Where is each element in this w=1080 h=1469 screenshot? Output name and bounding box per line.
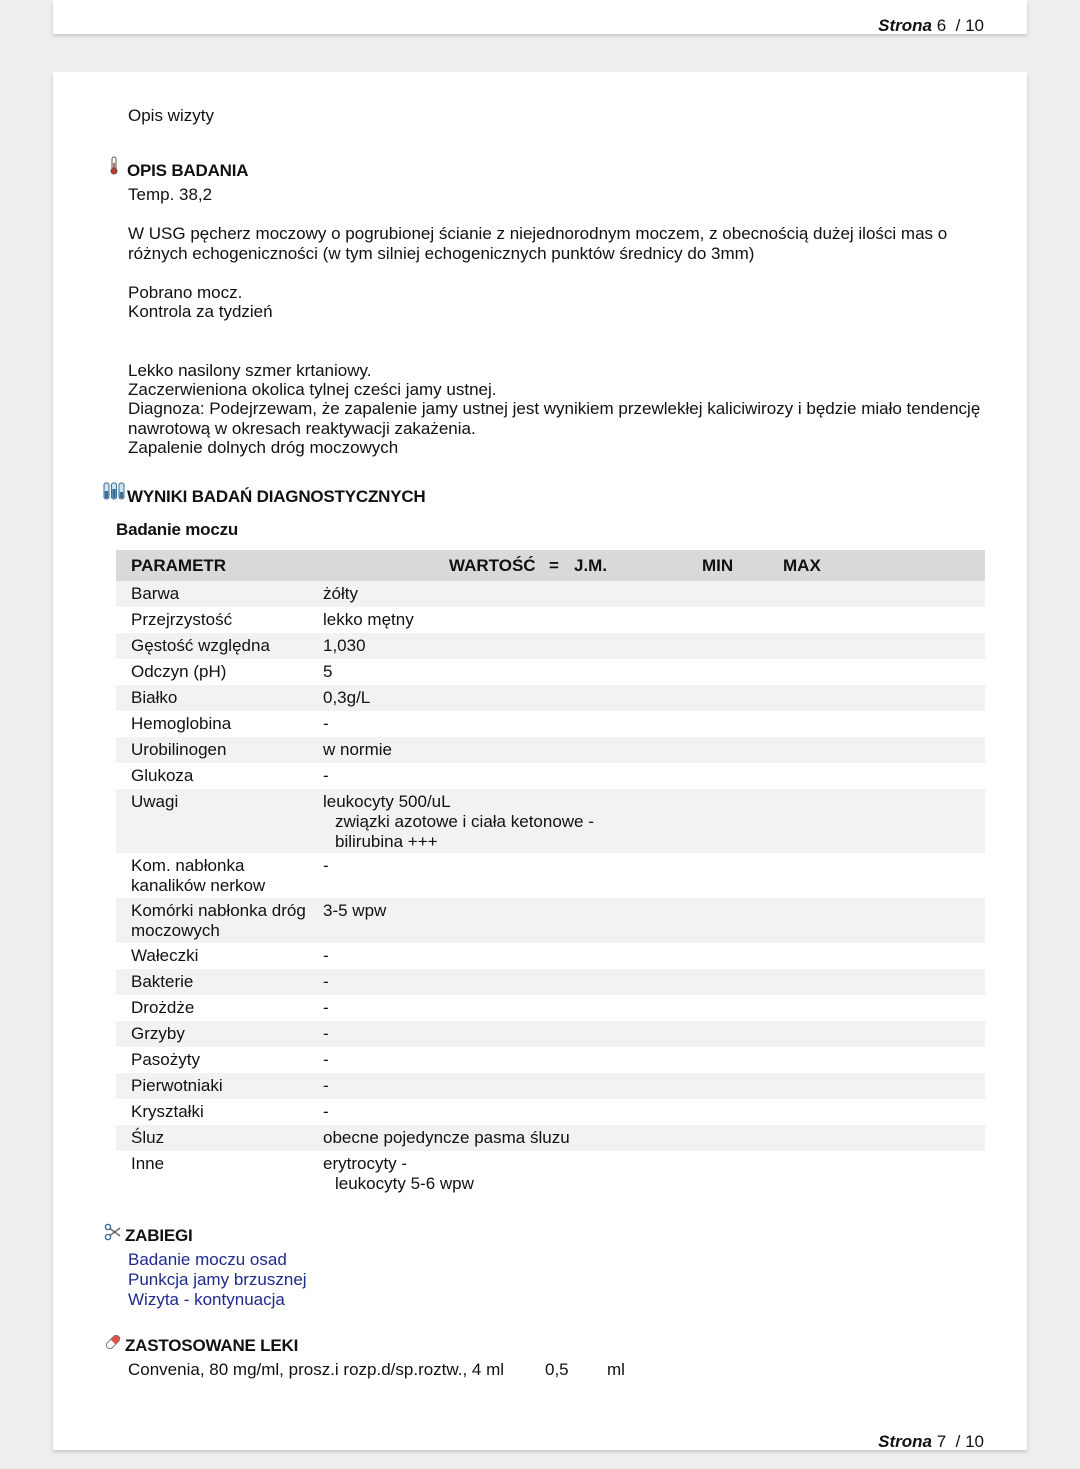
table-row: Glukoza - (131, 766, 329, 785)
exam-line: Temp. 38,2 (128, 185, 213, 204)
col-equals: = (549, 556, 559, 575)
procedure-item: Badanie moczu osad (128, 1250, 287, 1269)
table-row: Komórki nabłonka dróg moczowych 3-5 wpw (116, 898, 985, 943)
table-row: Pierwotniaki - (116, 1073, 985, 1099)
col-min: MIN (702, 556, 734, 575)
table-row: Uwagi leukocyty 500/uL związki azotowe i ciała ketonowe - bilirubina +++ (116, 789, 985, 853)
table-row: Grzyby - (116, 1021, 985, 1047)
drug-quantity: 0,5 (545, 1360, 569, 1379)
table-row: Kryształki - (131, 1102, 329, 1121)
page-number-top: Strona 6 / 10 (878, 16, 984, 35)
results-table (116, 550, 985, 1197)
visit-description-label: Opis wizyty (128, 106, 214, 125)
col-unit: J.M. (574, 556, 608, 575)
table-row: Barwa żółty (116, 581, 985, 607)
table-row: Wałeczki - (131, 946, 329, 965)
drug-name: Convenia, 80 mg/ml, prosz.i rozp.d/sp.roztw., 4 ml (128, 1360, 505, 1379)
page-number-bottom: Strona 7 / 10 (878, 1432, 984, 1451)
scissors-icon (104, 1223, 122, 1241)
table-row: Inne erytrocyty - leukocyty 5-6 wpw (131, 1154, 474, 1193)
table-row: Kom. nabłonka kanalików nerkow - (131, 856, 329, 895)
pill-icon (104, 1333, 122, 1351)
table-row: Pasożyty - (131, 1050, 329, 1069)
procedure-item: Punkcja jamy brzusznej (128, 1270, 307, 1289)
previous-page (53, 0, 1027, 34)
col-parameter: PARAMETR (116, 550, 323, 581)
col-max: MAX (783, 556, 821, 575)
exam-section-title: OPIS BADANIA (127, 161, 249, 180)
diagnostics-section-title: WYNIKI BADAŃ DIAGNOSTYCZNYCH (127, 487, 426, 506)
test-tubes-icon (103, 481, 125, 501)
table-header (116, 550, 985, 581)
exam-line: Kontrola za tydzień (128, 302, 273, 321)
drugs-section-title: ZASTOSOWANE LEKI (125, 1336, 299, 1355)
exam-line: Zaczerwieniona okolica tylnej cześci jamy ustnej. (128, 380, 497, 399)
table-row: Białko 0,3g/L (116, 685, 985, 711)
table-row: Śluz obecne pojedyncze pasma śluzu (116, 1125, 985, 1151)
exam-line: Diagnoza: Podejrzewam, że zapalenie jamy ustnej jest wynikiem przewlekłej kaliciwirozy i będzie miało tendencję (128, 399, 981, 418)
col-value: WARTOŚĆ (449, 556, 536, 575)
drug-unit: ml (607, 1360, 625, 1379)
table-row: Bakterie - (116, 969, 985, 995)
exam-line: nawrotową w okresach reaktywacji zakażenia. (128, 419, 476, 438)
table-row: Gęstość względna 1,030 (116, 633, 985, 659)
exam-line: Lekko nasilony szmer krtaniowy. (128, 361, 372, 380)
table-row: Drożdże - (131, 998, 329, 1017)
thermometer-icon (108, 156, 120, 176)
exam-line: Zapalenie dolnych dróg moczowych (128, 438, 399, 457)
table-row: Urobilinogen w normie (116, 737, 985, 763)
col-header-values (323, 550, 985, 581)
exam-line: W USG pęcherz moczowy o pogrubionej ścianie z niejednorodnym moczem, z obecnością dużej ilości mas o (128, 224, 948, 243)
exam-line: różnych echogeniczności (w tym silniej echogenicznych punktów średnicy do 3mm) (128, 244, 755, 263)
urine-test-title: Badanie moczu (116, 520, 239, 539)
procedures-section-title: ZABIEGI (125, 1226, 193, 1245)
table-row: Hemoglobina - (131, 714, 329, 733)
table-row: Przejrzystość lekko mętny (131, 610, 414, 629)
exam-line: Pobrano mocz. (128, 283, 243, 302)
procedure-item: Wizyta - kontynuacja (128, 1290, 285, 1309)
table-row: Odczyn (pH) 5 (131, 662, 333, 681)
